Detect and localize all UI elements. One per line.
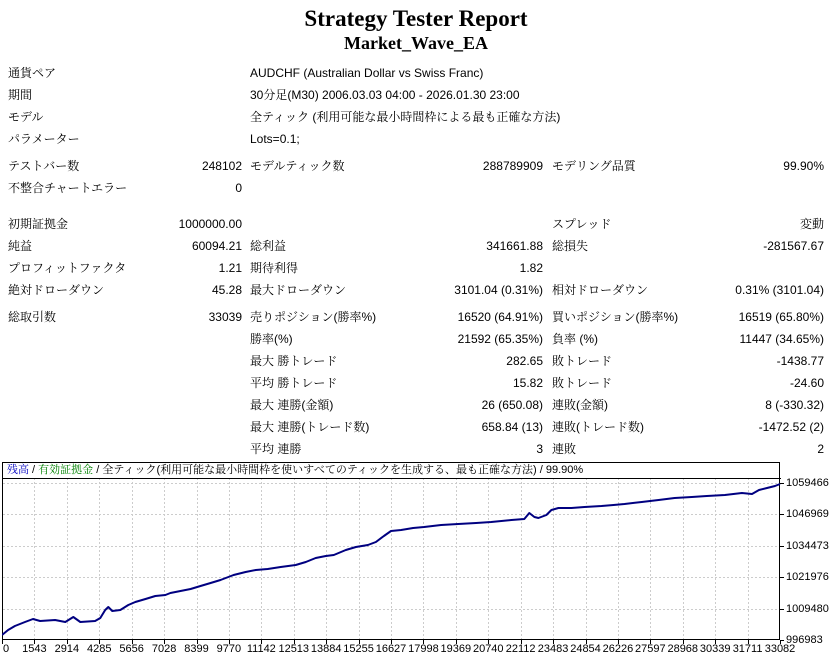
row-label-2: 最大 勝トレード — [250, 354, 338, 368]
x-axis-label: 9770 — [216, 643, 242, 655]
report-row — [0, 257, 832, 279]
legend-item: 残高 — [7, 464, 29, 476]
row-label-2: 最大 連勝(金額) — [250, 398, 334, 412]
legend-item: 全ティック(利用可能な最小時間枠を使いすべてのティックを生成する、最も正確な方法) — [102, 464, 537, 476]
row-label: テストバー数 — [8, 159, 80, 173]
report-row — [0, 394, 832, 416]
row-label: プロフィットファクタ — [8, 261, 127, 275]
report-row — [0, 106, 832, 128]
y-axis-label: 996983 — [786, 634, 823, 646]
row-label-3: 敗トレード — [552, 376, 613, 390]
x-axis-label: 5656 — [119, 643, 144, 655]
row-value-3: -281567.67 — [763, 239, 824, 253]
row-value: 60094.21 — [191, 239, 242, 253]
row-value-2: 3101.04 (0.31%) — [454, 283, 543, 297]
equity-curve-svg — [2, 462, 788, 648]
row-label-3: 連敗(金額) — [552, 398, 608, 412]
row-label-3: 連敗 — [552, 442, 577, 456]
row-value-2: 15.82 — [512, 376, 543, 390]
row-label-3: 負率 (%) — [552, 332, 598, 346]
y-axis-label: 1046969 — [786, 508, 829, 520]
x-axis-label: 8399 — [184, 643, 209, 655]
row-label-2: 勝率(%) — [250, 332, 293, 346]
row-label: 総取引数 — [8, 310, 57, 324]
row-label-2: 最大 連勝(トレード数) — [250, 420, 370, 434]
report-row — [0, 84, 832, 106]
legend-separator: / — [29, 464, 39, 476]
row-value-2: 21592 (65.35%) — [457, 332, 543, 346]
report-row — [0, 155, 832, 177]
row-value-2: 3 — [536, 442, 543, 456]
expert-name: Market_Wave_EA — [344, 33, 488, 53]
x-axis-label: 4285 — [87, 643, 112, 655]
row-label-2: 期待利得 — [250, 261, 299, 275]
legend-item: 有効証拠金 — [38, 464, 94, 476]
x-axis-label: 26226 — [602, 643, 634, 655]
row-label-3: 敗トレード — [552, 354, 613, 368]
row-value-3: 11447 (34.65%) — [739, 332, 824, 346]
row-label: 不整合チャートエラー — [8, 181, 128, 195]
report-row — [0, 128, 832, 150]
x-axis-label: 33082 — [764, 643, 796, 655]
x-axis-label: 16627 — [375, 643, 407, 655]
row-value-wide: 全ティック (利用可能な最小時間枠による最も正確な方法) — [250, 110, 561, 124]
x-axis-label: 17998 — [408, 643, 439, 655]
legend-separator: / — [93, 464, 103, 476]
report-table — [0, 62, 832, 460]
report-row — [0, 416, 832, 438]
row-value-wide: Lots=0.1; — [250, 132, 300, 146]
row-value-3: -1472.52 (2) — [758, 420, 824, 434]
report-row — [0, 235, 832, 257]
report-row — [0, 62, 832, 84]
report-row — [0, 350, 832, 372]
row-value-3: 2 — [817, 442, 824, 456]
row-value-3: 99.90% — [783, 159, 824, 173]
row-label: 期間 — [8, 88, 33, 102]
row-label-2: 最大ドローダウン — [250, 283, 347, 297]
x-axis-label: 11142 — [246, 643, 276, 655]
row-label-2: 総利益 — [250, 239, 287, 253]
row-label: モデル — [8, 110, 44, 124]
row-label-3: 買いポジション(勝率%) — [552, 310, 679, 324]
chart-legend — [3, 463, 781, 479]
row-value-2: 282.65 — [506, 354, 543, 368]
report-row — [0, 213, 832, 235]
report-row — [0, 372, 832, 394]
report-row — [0, 177, 832, 199]
x-axis-label: 30339 — [699, 643, 731, 655]
row-label-2: 売りポジション(勝率%) — [250, 310, 377, 324]
legend-separator: / — [536, 464, 546, 476]
x-axis-label: 7028 — [151, 643, 177, 655]
x-axis-label: 24854 — [570, 643, 601, 655]
x-axis-label: 0 — [3, 643, 10, 655]
x-axis-label: 19369 — [440, 643, 472, 655]
x-axis-label: 20740 — [472, 643, 504, 655]
row-label-3: 総損失 — [552, 239, 589, 253]
row-value: 1000000.00 — [178, 217, 242, 231]
balance-chart — [0, 462, 832, 664]
report-row — [0, 279, 832, 301]
row-value-2: 658.84 (13) — [481, 420, 543, 434]
row-label-2: モデルティック数 — [250, 159, 345, 173]
row-value-3: -24.60 — [789, 376, 824, 390]
row-value-3: 0.31% (3101.04) — [735, 283, 824, 297]
x-axis-label: 23483 — [537, 643, 569, 655]
row-label-2: 平均 勝トレード — [250, 376, 338, 390]
report-row — [0, 438, 832, 460]
report-row — [0, 306, 832, 328]
y-axis-label: 1034473 — [786, 540, 829, 552]
row-value-2: 26 (650.08) — [481, 398, 543, 412]
row-value-2: 1.82 — [519, 261, 543, 275]
row-value-3: 変動 — [799, 217, 824, 231]
row-label-3: スプレッド — [552, 217, 612, 231]
row-value-wide: AUDCHF (Australian Dollar vs Swiss Franc) — [250, 66, 484, 80]
row-value-2: 288789909 — [482, 159, 543, 173]
row-value: 45.28 — [211, 283, 242, 297]
y-axis-label: 1021976 — [786, 571, 829, 583]
x-axis-label: 12513 — [278, 643, 310, 655]
x-axis-label: 27597 — [635, 643, 666, 655]
x-axis-label: 31711 — [732, 643, 763, 655]
x-axis-label: 28968 — [667, 643, 699, 655]
row-value-2: 16520 (64.91%) — [457, 310, 543, 324]
y-axis-label: 1009480 — [786, 603, 829, 615]
row-label: 初期証拠金 — [8, 217, 69, 231]
x-axis-label: 22112 — [505, 643, 536, 655]
x-axis-label: 1543 — [22, 643, 47, 655]
row-value: 248102 — [201, 159, 242, 173]
x-axis-label: 13884 — [310, 643, 342, 655]
row-label-3: モデリング品質 — [552, 159, 636, 173]
row-label: パラメーター — [8, 132, 80, 146]
row-value-wide: 30分足(M30) 2006.03.03 04:00 - 2026.01.30 23:00 — [250, 88, 520, 102]
row-label: 絶対ドローダウン — [8, 283, 105, 297]
report-row — [0, 328, 832, 350]
report-title: Strategy Tester Report — [304, 6, 528, 31]
row-value-3: 16519 (65.80%) — [738, 310, 824, 324]
x-axis-label: 2914 — [54, 643, 80, 655]
row-value-3: -1438.77 — [776, 354, 824, 368]
row-label-3: 連敗(トレード数) — [552, 420, 644, 434]
row-label-2: 平均 連勝 — [250, 442, 302, 456]
legend-item: 99.90% — [545, 464, 584, 476]
row-label: 純益 — [8, 239, 33, 253]
row-label: 通貨ペア — [8, 66, 57, 80]
row-value: 33039 — [208, 310, 242, 324]
row-value: 0 — [235, 181, 242, 195]
y-axis-label: 1059466 — [786, 477, 829, 489]
row-value: 1.21 — [218, 261, 242, 275]
row-value-2: 341661.88 — [486, 239, 543, 253]
row-label-3: 相対ドローダウン — [552, 283, 649, 297]
x-axis-label: 15255 — [343, 643, 374, 655]
row-value-3: 8 (-330.32) — [765, 398, 824, 412]
